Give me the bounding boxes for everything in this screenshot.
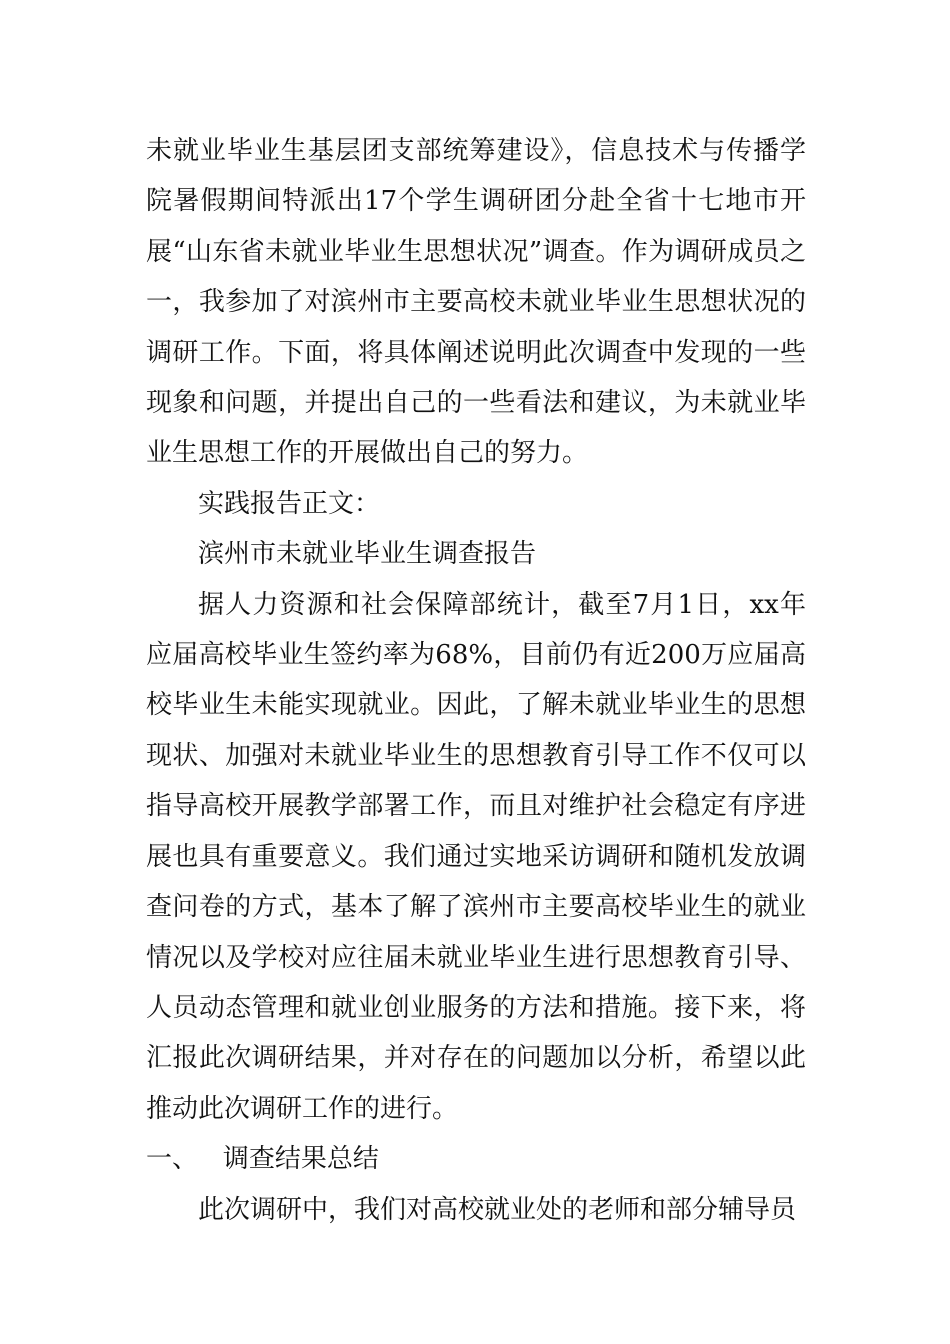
section-heading-1 bbox=[146, 1134, 806, 1184]
section-number: 一、 bbox=[146, 1144, 199, 1175]
section-title: 调查结果总结 bbox=[222, 1144, 379, 1175]
survey-paragraph: 此次调研中，我们对高校就业处的老师和部分辅导员 bbox=[198, 1194, 797, 1225]
document-body bbox=[146, 126, 806, 1235]
statistics-paragraph: 据人力资源和社会保障部统计，截至7月1日，xx年应届高校毕业生签约率为68%，目前仍有近200万应届高校毕业生未能实现就业。因此，了解未就业毕业生的思想现状、加强对未就业毕业生的思想教育引导工作不仅可以指导高校开展教学部署工作，而且对维护社会稳定有序进展也具有重要意义。我们通过实地采访调研和随机发放调查问卷的方式，基本了解了滨州市主要高校毕业生的就业情况以及学校对应往届未就业毕业生进行思想教育引导、人员动态管理和就业创业服务的方法和措施。接下来，将汇报此次调研结果，并对存在的问题加以分析，希望以此推动此次调研工作的进行。 bbox=[146, 589, 806, 1124]
report-title: 滨州市未就业毕业生调查报告 bbox=[198, 539, 537, 570]
intro-paragraph: 未就业毕业生基层团支部统筹建设》，信息技术与传播学院暑假期间特派出17个学生调研团分赴全省十七地市开展“山东省未就业毕业生思想状况”调查。作为调研成员之一，我参加了对滨州市主要高校未就业毕业生思想状况的调研工作。下面，将具体阐述说明此次调查中发现的一些现象和问题，并提出自己的一些看法和建议，为未就业毕业生思想工作的开展做出自己的努力。 bbox=[146, 136, 806, 469]
report-body-label: 实践报告正文： bbox=[198, 488, 381, 519]
